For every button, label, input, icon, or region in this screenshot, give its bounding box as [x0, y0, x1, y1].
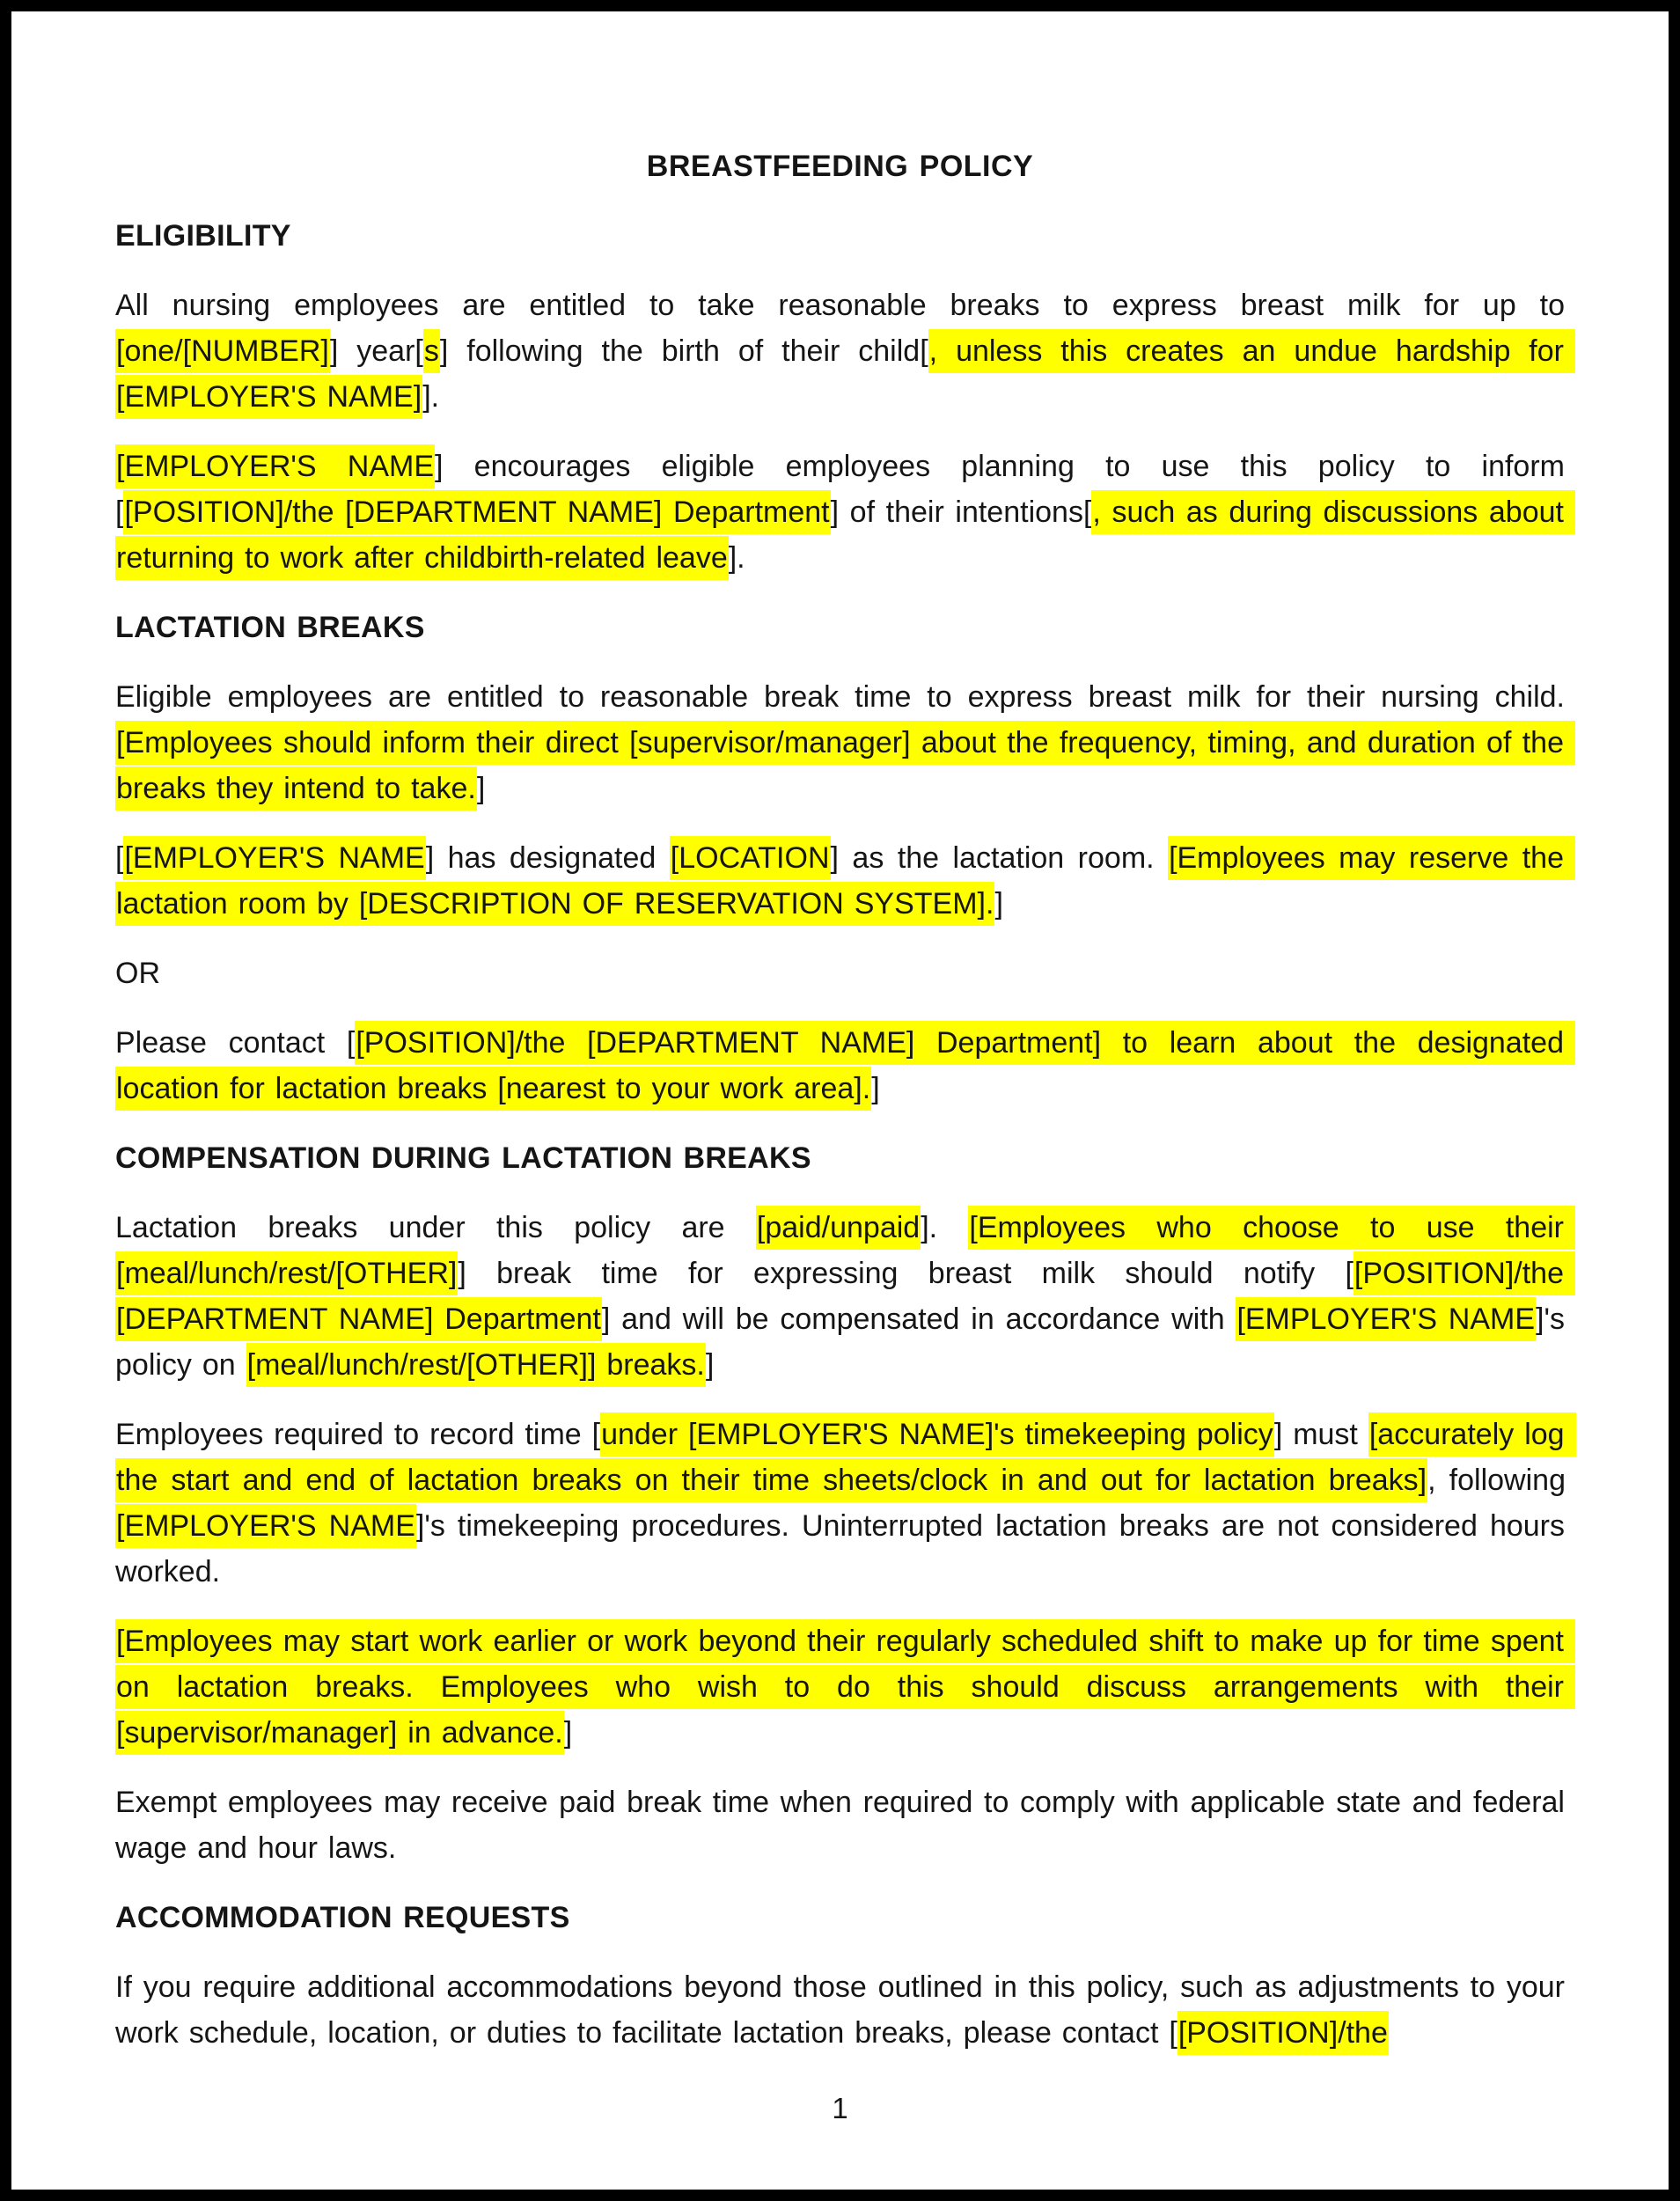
- plain-text: ]: [563, 1716, 573, 1750]
- plain-text: ].: [728, 541, 745, 575]
- paragraph: [115, 1618, 1574, 1756]
- plain-text: Employees required to record time [: [115, 1418, 601, 1451]
- document-content: [11, 11, 1669, 2056]
- page-number: 1: [832, 2092, 848, 2124]
- plain-text: ] must: [1273, 1418, 1368, 1451]
- highlighted-text: s: [423, 329, 440, 373]
- highlighted-text: [LOCATION: [670, 836, 831, 880]
- paragraph: [115, 1779, 1575, 1871]
- highlighted-text: [EMPLOYER'S NAME: [123, 836, 425, 880]
- plain-text: Exempt employees may receive paid break time when required to comply with applicable state and federal wage and hour laws.: [115, 1786, 1575, 1865]
- highlighted-text: [EMPLOYER'S NAME: [115, 444, 435, 488]
- paragraph: [115, 835, 1574, 927]
- highlighted-text: [POSITION]/the [DEPARTMENT NAME] Department: [123, 490, 830, 534]
- plain-text: ELIGIBILITY: [115, 219, 291, 253]
- paragraph: [115, 674, 1575, 811]
- plain-text: ] following the birth of their child[: [439, 334, 928, 368]
- highlighted-text: , such as during discussions about returning to work after childbirth-related leave: [115, 490, 1575, 580]
- plain-text: ] and will be compensated in accordance with: [601, 1302, 1236, 1336]
- plain-text: ] of their intentions[: [830, 495, 1092, 529]
- highlighted-text: [paid/unpaid: [756, 1206, 921, 1250]
- highlighted-text: [Employees may start work earlier or work beyond their regularly scheduled shift to make up for time spent on lactation breaks. Employees who wish to do this should discuss arrangements with their [supervisor/manager] in advance.: [115, 1619, 1575, 1755]
- paragraph: [115, 282, 1575, 420]
- highlighted-text: [one/[NUMBER]: [115, 329, 330, 373]
- plain-text: ]'s timekeeping procedures. Uninterrupted lactation breaks are not considered hours worked.: [115, 1509, 1575, 1588]
- highlighted-text: [POSITION]/the [DEPARTMENT NAME] Department: [115, 1251, 1575, 1341]
- section-heading: [115, 605, 1565, 650]
- plain-text: ] has designated: [425, 841, 670, 875]
- plain-text: Eligible employees are entitled to reasonable break time to express breast milk for their nursing child.: [115, 680, 1575, 714]
- plain-text: If you require additional accommodations beyond those outlined in this policy, such as adjustments to your work schedule, location, or duties to facilitate lactation breaks, please contact [: [115, 1970, 1575, 2050]
- plain-text: [: [115, 841, 124, 875]
- section-heading: [115, 213, 1565, 259]
- plain-text: Lactation breaks under this policy are: [115, 1211, 756, 1244]
- highlighted-text: [POSITION]/the: [1177, 2011, 1389, 2055]
- plain-text: ]: [476, 772, 486, 805]
- highlighted-text: under [EMPLOYER'S NAME]'s timekeeping policy: [600, 1412, 1274, 1456]
- section-heading: [115, 1895, 1565, 1941]
- plain-text: ].: [422, 380, 440, 414]
- doc-title: [115, 143, 1565, 189]
- paragraph: [115, 950, 1565, 996]
- plain-text: ]: [994, 887, 1003, 921]
- paragraph: [115, 1964, 1575, 2056]
- plain-text: BREASTFEEDING POLICY: [646, 150, 1034, 183]
- plain-text: ]'s policy on: [115, 1302, 1575, 1382]
- plain-text: ]: [871, 1072, 880, 1105]
- paragraph: [115, 444, 1575, 581]
- highlighted-text: [POSITION]/the [DEPARTMENT NAME] Department] to learn about the designated location for lactation breaks [nearest to your work area].: [115, 1021, 1575, 1111]
- plain-text: ].: [921, 1211, 969, 1244]
- section-heading: [115, 1135, 1565, 1181]
- plain-text: , following: [1427, 1464, 1576, 1497]
- highlighted-text: [meal/lunch/rest/[OTHER]] breaks.: [246, 1343, 706, 1387]
- paragraph: [115, 1412, 1576, 1595]
- highlighted-text: [EMPLOYER'S NAME: [1236, 1297, 1536, 1341]
- plain-text: ] encourages eligible employees planning to use this policy to inform [: [115, 450, 1575, 529]
- highlighted-text: [EMPLOYER'S NAME: [115, 1504, 416, 1548]
- paragraph: [115, 1020, 1574, 1112]
- plain-text: ] break time for expressing breast milk should notify [: [458, 1257, 1354, 1290]
- plain-text: All nursing employees are entitled to take reasonable breaks to express breast milk for up to: [115, 289, 1575, 322]
- plain-text: Please contact [: [115, 1026, 356, 1060]
- paragraph: [115, 1205, 1575, 1388]
- plain-text: LACTATION BREAKS: [115, 611, 425, 644]
- plain-text: ] as the lactation room.: [830, 841, 1169, 875]
- plain-text: ] year[: [329, 334, 423, 368]
- plain-text: OR: [115, 957, 160, 990]
- highlighted-text: [accurately log the start and end of lactation breaks on their time sheets/clock in and out for lactation breaks]: [115, 1412, 1576, 1502]
- plain-text: ACCOMMODATION REQUESTS: [115, 1901, 570, 1934]
- highlighted-text: , unless this creates an undue hardship for [EMPLOYER'S NAME]: [115, 329, 1575, 419]
- plain-text: COMPENSATION DURING LACTATION BREAKS: [115, 1141, 811, 1175]
- plain-text: ]: [705, 1348, 715, 1382]
- highlighted-text: [Employees may reserve the lactation room by [DESCRIPTION OF RESERVATION SYSTEM].: [115, 836, 1575, 926]
- highlighted-text: [Employees should inform their direct [supervisor/manager] about the frequency, timing, and duration of the breaks they intend to take.: [115, 721, 1575, 811]
- highlighted-text: [Employees who choose to use their [meal/lunch/rest/[OTHER]: [115, 1206, 1575, 1295]
